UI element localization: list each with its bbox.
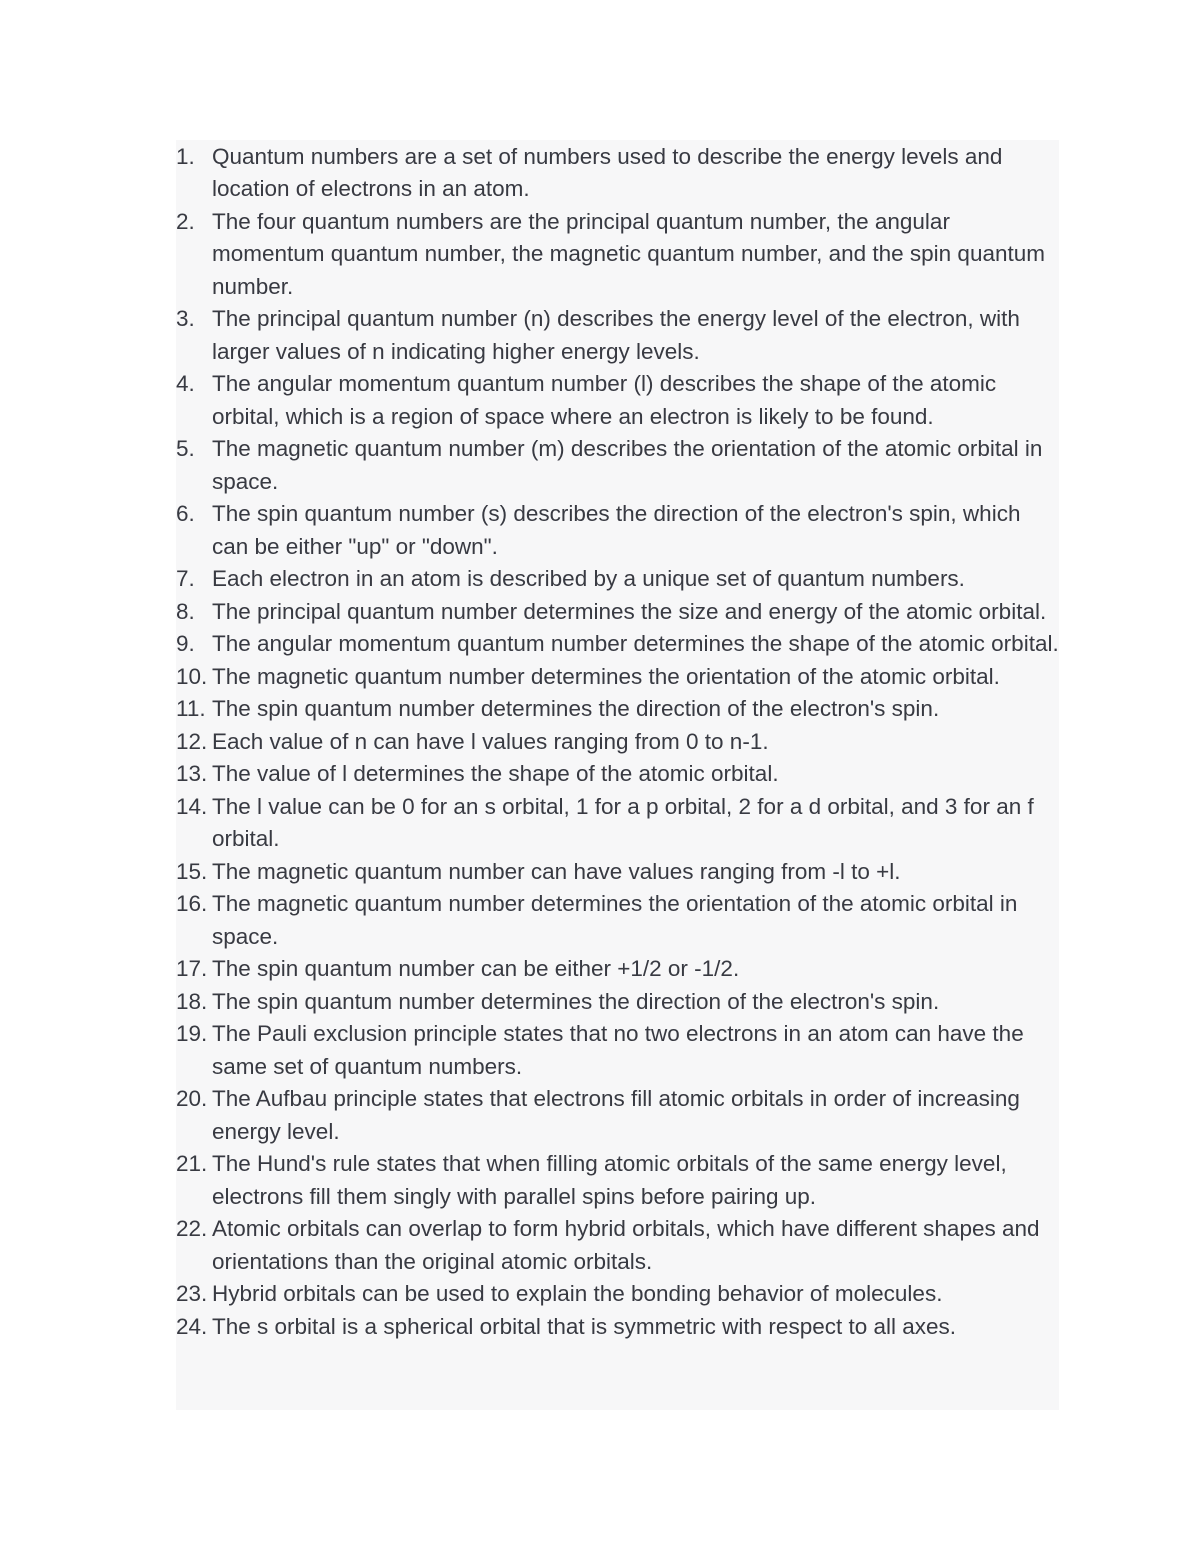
list-item <box>176 628 1059 661</box>
item-text: The magnetic quantum number determines the orientation of the atomic orbital in space. <box>212 891 1018 949</box>
list-item <box>176 596 1059 629</box>
item-text: Hybrid orbitals can be used to explain the bonding behavior of molecules. <box>212 1281 943 1306</box>
item-text: Quantum numbers are a set of numbers used to describe the energy levels and location of electrons in an atom. <box>212 143 1003 201</box>
list-item <box>176 206 1059 304</box>
list-item <box>176 368 1059 433</box>
item-number: 20. <box>176 1086 208 1111</box>
item-text: The magnetic quantum number can have values ranging from -l to +l. <box>212 858 901 884</box>
item-number: 6. <box>176 501 195 526</box>
list-item <box>176 1018 1059 1083</box>
item-text: Atomic orbitals can overlap to form hybrid orbitals, which have different shapes and orientations than the original atomic orbitals. <box>212 1216 1040 1274</box>
item-text: The principal quantum number (n) describes the energy level of the electron, with larger values of n indicating higher energy levels. <box>212 306 1020 364</box>
quantum-facts-list <box>176 140 1059 1343</box>
item-text: The Pauli exclusion principle states that no two electrons in an atom can have the same set of quantum numbers. <box>212 1021 1024 1079</box>
item-text: The spin quantum number determines the direction of the electron's spin. <box>212 988 940 1014</box>
list-item <box>176 1311 1059 1344</box>
item-text: The principal quantum number determines the size and energy of the atomic orbital. <box>212 598 1047 624</box>
item-text: The angular momentum quantum number (l) describes the shape of the atomic orbital, which is a region of space where an electron is likely to be found. <box>212 371 997 429</box>
item-text: The spin quantum number can be either +1/2 or -1/2. <box>212 956 740 981</box>
item-number: 17. <box>176 956 208 981</box>
item-text: The spin quantum number (s) describes the direction of the electron's spin, which can be either "up" or "down". <box>212 501 1021 559</box>
item-number: 15. <box>176 858 208 884</box>
item-text: The four quantum numbers are the principal quantum number, the angular momentum quantum number, the magnetic quantum number, and the spin quantum number. <box>212 208 1045 299</box>
list-item <box>176 1278 1059 1311</box>
item-number: 16. <box>176 891 208 916</box>
item-text: The Hund's rule states that when filling atomic orbitals of the same energy level, electrons fill them singly with parallel spins before pairing up. <box>212 1151 1007 1209</box>
item-number: 4. <box>176 371 195 396</box>
item-number: 2. <box>176 208 195 234</box>
list-item <box>176 1083 1059 1148</box>
list-item <box>176 661 1059 694</box>
item-number: 14. <box>176 793 208 819</box>
list-item <box>176 563 1059 596</box>
item-number: 21. <box>176 1151 208 1176</box>
item-text: Each value of n can have l values ranging from 0 to n-1. <box>212 728 769 754</box>
item-number: 18. <box>176 988 208 1014</box>
item-number: 11. <box>176 696 206 721</box>
item-text: Each electron in an atom is described by a unique set of quantum numbers. <box>212 566 965 591</box>
item-text: The spin quantum number determines the direction of the electron's spin. <box>212 696 940 721</box>
list-item <box>176 498 1059 563</box>
item-number: 9. <box>176 631 195 656</box>
item-text: The magnetic quantum number (m) describes the orientation of the atomic orbital in space. <box>212 436 1043 494</box>
item-text: The angular momentum quantum number determines the shape of the atomic orbital. <box>212 631 1059 656</box>
list-item <box>176 303 1059 368</box>
item-number: 12. <box>176 728 208 754</box>
list-item <box>176 141 1059 206</box>
item-number: 22. <box>176 1216 208 1241</box>
list-item <box>176 726 1059 759</box>
item-number: 7. <box>176 566 195 591</box>
list-item <box>176 758 1059 791</box>
item-number: 3. <box>176 306 195 331</box>
list-item <box>176 791 1059 856</box>
list-item <box>176 986 1059 1019</box>
item-number: 1. <box>176 143 195 169</box>
item-text: The magnetic quantum number determines the orientation of the atomic orbital. <box>212 663 1000 689</box>
item-number: 10. <box>176 663 208 689</box>
list-item <box>176 1213 1059 1278</box>
list-item <box>176 856 1059 889</box>
list-item <box>176 1148 1059 1213</box>
item-number: 19. <box>176 1021 208 1046</box>
item-text: The s orbital is a spherical orbital that is symmetric with respect to all axes. <box>212 1313 957 1339</box>
list-item <box>176 953 1059 986</box>
item-text: The l value can be 0 for an s orbital, 1 for a p orbital, 2 for a d orbital, and 3 for an f orbital. <box>212 793 1034 851</box>
list-item <box>176 888 1059 953</box>
item-text: The Aufbau principle states that electrons fill atomic orbitals in order of increasing energy level. <box>212 1086 1020 1144</box>
item-number: 5. <box>176 436 195 461</box>
item-number: 13. <box>176 761 208 786</box>
item-text: The value of l determines the shape of the atomic orbital. <box>212 761 779 786</box>
item-number: 23. <box>176 1281 208 1306</box>
list-item <box>176 693 1059 726</box>
item-number: 24. <box>176 1313 208 1339</box>
list-item <box>176 433 1059 498</box>
item-number: 8. <box>176 598 195 624</box>
content-block <box>176 140 1059 1410</box>
